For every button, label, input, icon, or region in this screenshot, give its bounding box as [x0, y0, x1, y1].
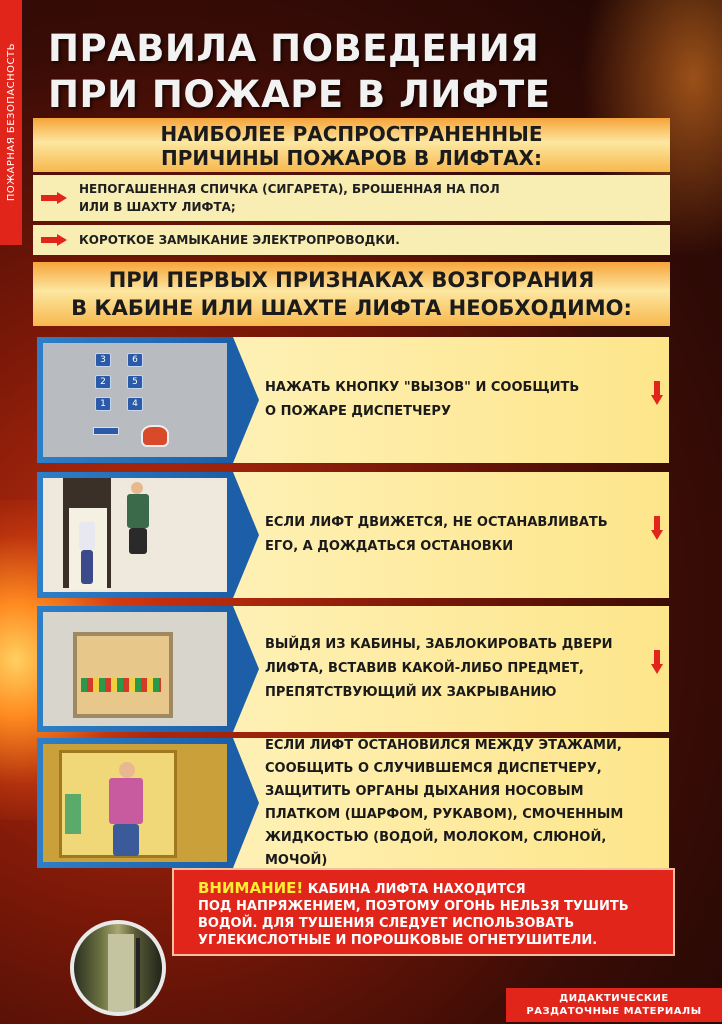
causes-header-line2: ПРИЧИНЫ ПОЖАРОВ В ЛИФТАХ: — [161, 146, 542, 170]
blocking-object — [81, 678, 161, 692]
chevron-right-icon — [233, 472, 259, 598]
keypad-button: 6 — [127, 353, 143, 367]
chevron-right-icon — [233, 606, 259, 732]
step-card — [37, 472, 669, 598]
person-figure — [109, 778, 143, 824]
causes-header-line1: НАИБОЛЕЕ РАСПРОСТРАНЕННЫЕ — [160, 122, 543, 146]
arrow-right-icon — [41, 234, 67, 246]
actions-header-line2: В КАБИНЕ ИЛИ ШАХТЕ ЛИФТА НЕОБХОДИМО: — [71, 296, 632, 320]
arrow-down-icon — [651, 650, 663, 676]
arrow-down-icon — [651, 516, 663, 542]
step-card — [37, 606, 669, 732]
person-figure-legs — [81, 550, 93, 584]
step-illustration — [37, 738, 233, 868]
side-category-label: ПОЖАРНАЯ БЕЗОПАСНОСТЬ — [5, 43, 17, 202]
warning-box — [172, 868, 675, 956]
lift-door-photo — [108, 934, 134, 1014]
moving-lift-illustration — [43, 478, 227, 592]
footer-line1: ДИДАКТИЧЕСКИЕ — [559, 993, 669, 1004]
footer-tag — [506, 988, 722, 1022]
step-text: ВЫЙДЯ ИЗ КАБИНЫ, ЗАБЛОКИРОВАТЬ ДВЕРИ ЛИФТА, ВСТАВИВ КАКОЙ-ЛИБО ПРЕДМЕТ, ПРЕПЯТСТВУЮЩИЙ ИХ ЗАКРЫВАНИЮ — [265, 637, 613, 700]
page-title-line1: ПРАВИЛА ПОВЕДЕНИЯ — [48, 27, 540, 70]
alarm-bell-icon — [141, 425, 169, 447]
arrow-down-icon — [651, 381, 663, 407]
page-title-line2: ПРИ ПОЖАРЕ В ЛИФТЕ — [48, 73, 551, 116]
step-illustration — [37, 337, 233, 463]
person-figure — [79, 522, 95, 550]
warning-line1: КАБИНА ЛИФТА НАХОДИТСЯ — [303, 882, 526, 897]
keypad-button: 2 — [95, 375, 111, 389]
step-illustration — [37, 472, 233, 598]
cause-text: НЕПОГАШЕННАЯ СПИЧКА (СИГАРЕТА), БРОШЕННАЯ НА ПОЛ ИЛИ В ШАХТУ ЛИФТА; — [79, 182, 500, 214]
cause-item — [33, 225, 670, 255]
keypad-button: 4 — [127, 397, 143, 411]
causes-header — [33, 118, 670, 172]
warning-first-line — [198, 880, 655, 898]
person-head — [119, 762, 135, 778]
cause-item — [33, 175, 670, 221]
keypad-button: 5 — [127, 375, 143, 389]
cause-text: КОРОТКОЕ ЗАМЫКАНИЕ ЭЛЕКТРОПРОВОДКИ. — [79, 233, 400, 247]
step-card — [37, 738, 669, 868]
person-figure-legs — [113, 824, 139, 856]
side-category-strip — [0, 0, 22, 245]
step-text: ЕСЛИ ЛИФТ ОСТАНОВИЛСЯ МЕЖДУ ЭТАЖАМИ, СООБЩИТЬ О СЛУЧИВШЕМСЯ ДИСПЕТЧЕРУ, ЗАЩИТИТЬ ОРГАНЫ ДЫХАНИЯ НОСОВЫМ ПЛАТКОМ (ШАРФОМ, РУКАВОМ), СМОЧЕННЫМ ЖИДКОСТЬЮ (ВОДОЙ, МОЛОКОМ, СЛЮНОЙ, МОЧОЙ) — [265, 738, 624, 868]
blocked-door-illustration — [43, 612, 227, 726]
actions-header — [33, 262, 670, 326]
person-figure-legs — [129, 528, 147, 554]
keypad-button: 1 — [95, 397, 111, 411]
chevron-right-icon — [233, 337, 259, 463]
warning-text: ПОД НАПРЯЖЕНИЕМ, ПОЭТОМУ ОГОНЬ НЕЛЬЗЯ ТУШИТЬ ВОДОЙ. ДЛЯ ТУШЕНИЯ СЛЕДУЕТ ИСПОЛЬЗОВАТЬ УГЛЕКИСЛОТНЫЕ И ПОРОШКОВЫЕ ОГНЕТУШИТЕЛИ. — [198, 899, 629, 948]
lift-door-gap — [136, 938, 140, 1014]
lift-door — [73, 632, 173, 718]
actions-header-line1: ПРИ ПЕРВЫХ ПРИЗНАКАХ ВОЗГОРАНИЯ — [108, 268, 595, 292]
step-text: ЕСЛИ ЛИФТ ДВИЖЕТСЯ, НЕ ОСТАНАВЛИВАТЬ ЕГО, А ДОЖДАТЬСЯ ОСТАНОВКИ — [265, 515, 608, 554]
card-slot — [93, 427, 119, 435]
arrow-right-icon — [41, 192, 67, 204]
lift-photo — [70, 920, 166, 1016]
person-head — [131, 482, 143, 494]
footer-line2: РАЗДАТОЧНЫЕ МАТЕРИАЛЫ — [526, 1006, 702, 1017]
warning-head: ВНИМАНИЕ! — [198, 879, 304, 897]
chevron-right-icon — [233, 738, 259, 868]
page-title — [48, 26, 608, 118]
call-panel-illustration — [43, 343, 227, 457]
step-illustration — [37, 606, 233, 732]
control-panel — [65, 794, 81, 834]
person-figure — [127, 494, 149, 528]
step-text: НАЖАТЬ КНОПКУ "ВЫЗОВ" И СООБЩИТЬ О ПОЖАРЕ ДИСПЕТЧЕРУ — [265, 380, 580, 419]
keypad-button: 3 — [95, 353, 111, 367]
stuck-lift-illustration — [43, 744, 227, 862]
step-card — [37, 337, 669, 463]
